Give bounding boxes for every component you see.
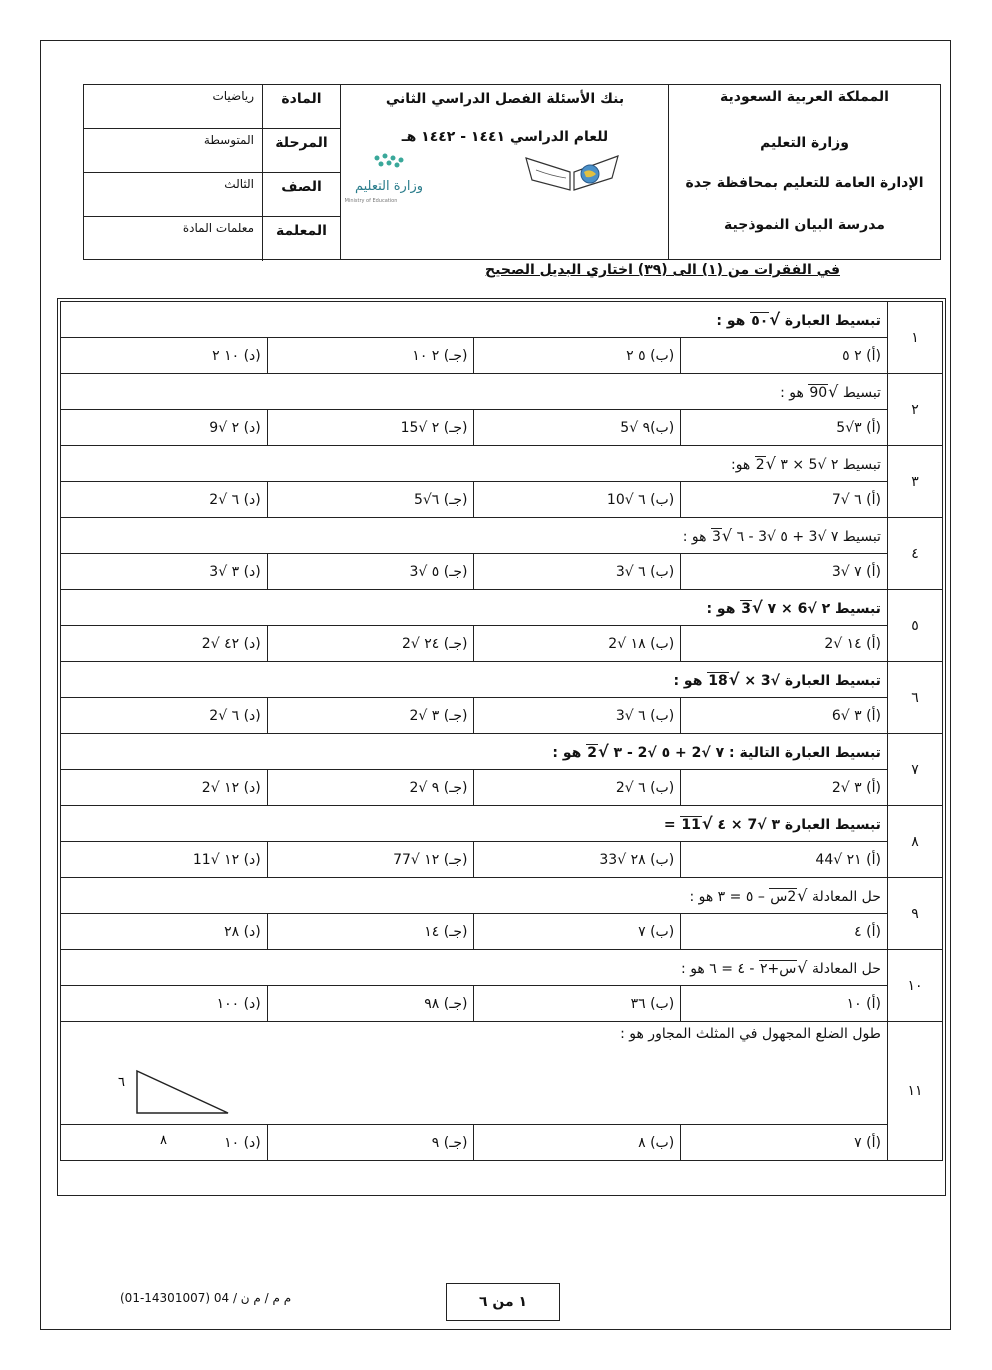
footer-code: (01-14301007) 04 / م م / م ن xyxy=(120,1291,292,1305)
radical-sign: √ xyxy=(797,958,808,977)
answer-option[interactable]: (جـ) ٦√5 xyxy=(267,482,474,518)
logo-subtext: Ministry of Education xyxy=(344,198,398,204)
question-number: ٣ xyxy=(887,446,942,518)
question-number: ١ xyxy=(887,302,942,374)
answer-option[interactable]: (أ) ٧ xyxy=(681,1125,888,1161)
radical-sign: √ xyxy=(728,670,740,689)
options-row xyxy=(61,770,943,806)
answer-option[interactable]: (أ) ٢١ √44 xyxy=(681,842,888,878)
question-stem: حل المعادلة xyxy=(811,889,881,905)
question-stem: تبسيط العبارة ٣ √7 × ٤ xyxy=(717,817,881,833)
answer-option[interactable]: (أ) ٣√5 xyxy=(681,410,888,446)
question-text xyxy=(61,806,888,842)
question-row xyxy=(61,950,943,986)
question-suffix: هو: xyxy=(730,457,751,473)
question-number: ١١ xyxy=(887,1022,942,1161)
radicand: 3 xyxy=(741,601,752,617)
answer-option[interactable]: (أ) ١٠ xyxy=(681,986,888,1022)
triangle-side-b: ٨ xyxy=(160,1133,167,1148)
academic-year: للعام الدراسي ١٤٤١ - ١٤٤٢ هـ xyxy=(401,129,609,145)
question-row xyxy=(61,446,943,482)
question-text xyxy=(61,446,888,482)
answer-option[interactable]: (د) ١٢ √11 xyxy=(61,842,268,878)
question-number: ٢ xyxy=(887,374,942,446)
question-text xyxy=(61,878,888,914)
answer-option[interactable]: (د) ٤٢ √2 xyxy=(61,626,268,662)
answer-option[interactable]: (جـ) ٢ ١٠ xyxy=(267,338,474,374)
answer-option[interactable]: (أ) ٧ √3 xyxy=(681,554,888,590)
answer-option[interactable]: (ب) ٦ √2 xyxy=(474,770,681,806)
answer-option[interactable]: (د) ٦ √2 xyxy=(61,482,268,518)
radicand: 90 xyxy=(809,385,828,401)
question-row xyxy=(61,518,943,554)
answer-option[interactable]: (جـ) ٩٨ xyxy=(267,986,474,1022)
radical-sign: √ xyxy=(765,454,776,473)
answer-option[interactable]: (ب) ٦ √3 xyxy=(474,698,681,734)
question-stem: تبسيط ٢ √5 × ٣ xyxy=(780,457,881,473)
question-suffix: هو : xyxy=(682,529,707,545)
answer-option[interactable]: (أ) ٦ √7 xyxy=(681,482,888,518)
question-stem: تبسيط العبارة √3 × xyxy=(744,673,881,689)
question-suffix: هو : xyxy=(673,673,703,689)
answer-option[interactable]: (جـ) ٢٤ √2 xyxy=(267,626,474,662)
answer-option[interactable]: (جـ) ٩ √2 xyxy=(267,770,474,806)
question-row xyxy=(61,302,943,338)
options-row xyxy=(61,554,943,590)
answer-option[interactable]: (أ) ٣ √6 xyxy=(681,698,888,734)
question-text xyxy=(61,662,888,698)
radical-sign: √ xyxy=(769,310,780,329)
question-stem: تبسيط العبارة التالية : ٧ √2 + ٥ √2 - ٣ xyxy=(613,745,881,761)
question-text xyxy=(61,302,888,338)
field-teacher: المعلمة معلمات المادة xyxy=(84,217,340,261)
header-institution xyxy=(668,85,940,259)
question-text xyxy=(61,950,888,986)
question-stem: طول الضلع المجهول في المثلث المجاور هو : xyxy=(620,1026,881,1042)
question-text xyxy=(61,590,888,626)
answer-option[interactable]: (ب) ٢٨ √33 xyxy=(474,842,681,878)
radicand: 11 xyxy=(681,817,701,833)
kingdom-name: المملكة العربية السعودية xyxy=(720,89,889,105)
radicand: 18 xyxy=(708,673,728,689)
radicand: ٥٠ xyxy=(751,313,769,329)
page-number: ١ من ٦ xyxy=(446,1283,560,1321)
question-row xyxy=(61,734,943,770)
field-stage: المرحلة المتوسطة xyxy=(84,129,340,173)
radicand: 2س xyxy=(770,889,797,905)
answer-option[interactable]: (جـ) ٣ √2 xyxy=(267,698,474,734)
question-number: ٤ xyxy=(887,518,942,590)
question-number: ٩ xyxy=(887,878,942,950)
radicand: 2 xyxy=(755,457,765,473)
radicand: س+٢ xyxy=(759,961,797,977)
answer-option[interactable]: (ب) ١٨ √2 xyxy=(474,626,681,662)
question-stem: تبسيط ٢ √6 × ٧ xyxy=(767,601,881,617)
right-triangle-figure xyxy=(92,1064,242,1154)
answer-option[interactable]: (جـ) ٩ xyxy=(267,1125,474,1161)
question-row xyxy=(61,590,943,626)
question-stem: تبسيط ٧ √3 + ٥ √3 - ٦ xyxy=(736,529,881,545)
answer-option[interactable]: (أ) ٢ ٥ xyxy=(681,338,888,374)
question-text xyxy=(61,374,888,410)
question-row xyxy=(61,374,943,410)
radicand: 2 xyxy=(587,745,597,761)
radical-sign: √ xyxy=(828,382,839,401)
triangle-side-a: ٦ xyxy=(118,1075,125,1090)
ministry-logo xyxy=(339,150,439,210)
header-table xyxy=(83,84,941,260)
answer-option[interactable]: (جـ) ١٤ xyxy=(267,914,474,950)
exam-title: بنك الأسئلة الفصل الدراسي الثاني xyxy=(385,91,625,107)
answer-option[interactable]: (جـ) ١٢ √77 xyxy=(267,842,474,878)
answer-option[interactable]: (ب) ٥ ٢ xyxy=(474,338,681,374)
answer-option[interactable]: (د) ١٠٠ xyxy=(61,986,268,1022)
answer-option[interactable]: (د) ١٠ ٢ xyxy=(61,338,268,374)
question-number: ١٠ xyxy=(887,950,942,1022)
answer-option[interactable]: (ب)٩ √5 xyxy=(474,410,681,446)
answer-option[interactable]: (ب) ٨ xyxy=(474,1125,681,1161)
question-suffix: هو : xyxy=(716,313,746,329)
answer-option[interactable]: (جـ) ٢ √15 xyxy=(267,410,474,446)
question-number: ٧ xyxy=(887,734,942,806)
options-row xyxy=(61,986,943,1022)
answer-option[interactable]: (د) ٢٨ xyxy=(61,914,268,950)
field-grade: الصف الثالث xyxy=(84,173,340,217)
radical-sign: √ xyxy=(721,526,733,545)
instruction: في الفقرات من (١) الى (٣٩) اختاري البديل الصحيح xyxy=(485,262,840,278)
question-number: ٥ xyxy=(887,590,942,662)
question-suffix: – ٥ = ٣ هو : xyxy=(689,889,765,905)
question-text xyxy=(61,734,888,770)
header-fields xyxy=(84,85,340,259)
directorate-name: الإدارة العامة للتعليم بمحافظة جدة xyxy=(685,175,924,191)
answer-option[interactable]: (د) ٢ √9 xyxy=(61,410,268,446)
questions-table xyxy=(60,301,943,1161)
answer-option[interactable]: (ب) ٦ √10 xyxy=(474,482,681,518)
answer-option[interactable]: (د) ١٢ √2 xyxy=(61,770,268,806)
question-row xyxy=(61,662,943,698)
question-number: ٨ xyxy=(887,806,942,878)
options-row xyxy=(61,914,943,950)
school-emblem-icon xyxy=(522,150,622,196)
ministry-name: وزارة التعليم xyxy=(760,135,849,151)
answer-option[interactable]: (د) ١٠ xyxy=(61,1125,268,1161)
options-row xyxy=(61,338,943,374)
answer-option[interactable]: (د) ٦ √2 xyxy=(61,698,268,734)
question-text xyxy=(61,518,888,554)
question-suffix: هو : xyxy=(552,745,582,761)
answer-option[interactable]: (جـ) ٥ √3 xyxy=(267,554,474,590)
options-row xyxy=(61,626,943,662)
triangle-shape xyxy=(137,1071,228,1113)
question-number: ٦ xyxy=(887,662,942,734)
question-suffix: = xyxy=(663,817,676,833)
options-row xyxy=(61,410,943,446)
question-stem: حل المعادلة xyxy=(811,961,881,977)
radical-sign: √ xyxy=(752,598,763,617)
options-row xyxy=(61,698,943,734)
answer-option[interactable]: (ب) ٣٦ xyxy=(474,986,681,1022)
question-row xyxy=(61,806,943,842)
options-row xyxy=(61,482,943,518)
radical-sign: √ xyxy=(598,742,609,761)
radical-sign: √ xyxy=(701,814,713,833)
answer-option[interactable]: (أ) ٣ √2 xyxy=(681,770,888,806)
question-suffix: - ٤ = ٦ هو : xyxy=(681,961,755,977)
school-name: مدرسة البيان النموذجية xyxy=(724,217,885,233)
radicand: 3 xyxy=(712,529,721,545)
question-suffix: هو : xyxy=(780,385,804,401)
answer-option[interactable]: (أ) ١٤ √2 xyxy=(681,626,888,662)
question-row xyxy=(61,878,943,914)
answer-option[interactable]: (ب) ٧ xyxy=(474,914,681,950)
field-subject: المادة رياضيات xyxy=(84,85,340,129)
answer-option[interactable]: (أ) ٤ xyxy=(681,914,888,950)
logo-text: وزارة التعليم xyxy=(354,179,424,194)
answer-option[interactable]: (د) ٣ √3 xyxy=(61,554,268,590)
options-row xyxy=(61,842,943,878)
answer-option[interactable]: (ب) ٦ √3 xyxy=(474,554,681,590)
question-stem: تبسيط العبارة xyxy=(784,313,881,329)
radical-sign: √ xyxy=(797,886,808,905)
question-suffix: هو : xyxy=(706,601,736,617)
question-stem: تبسيط xyxy=(842,385,881,401)
